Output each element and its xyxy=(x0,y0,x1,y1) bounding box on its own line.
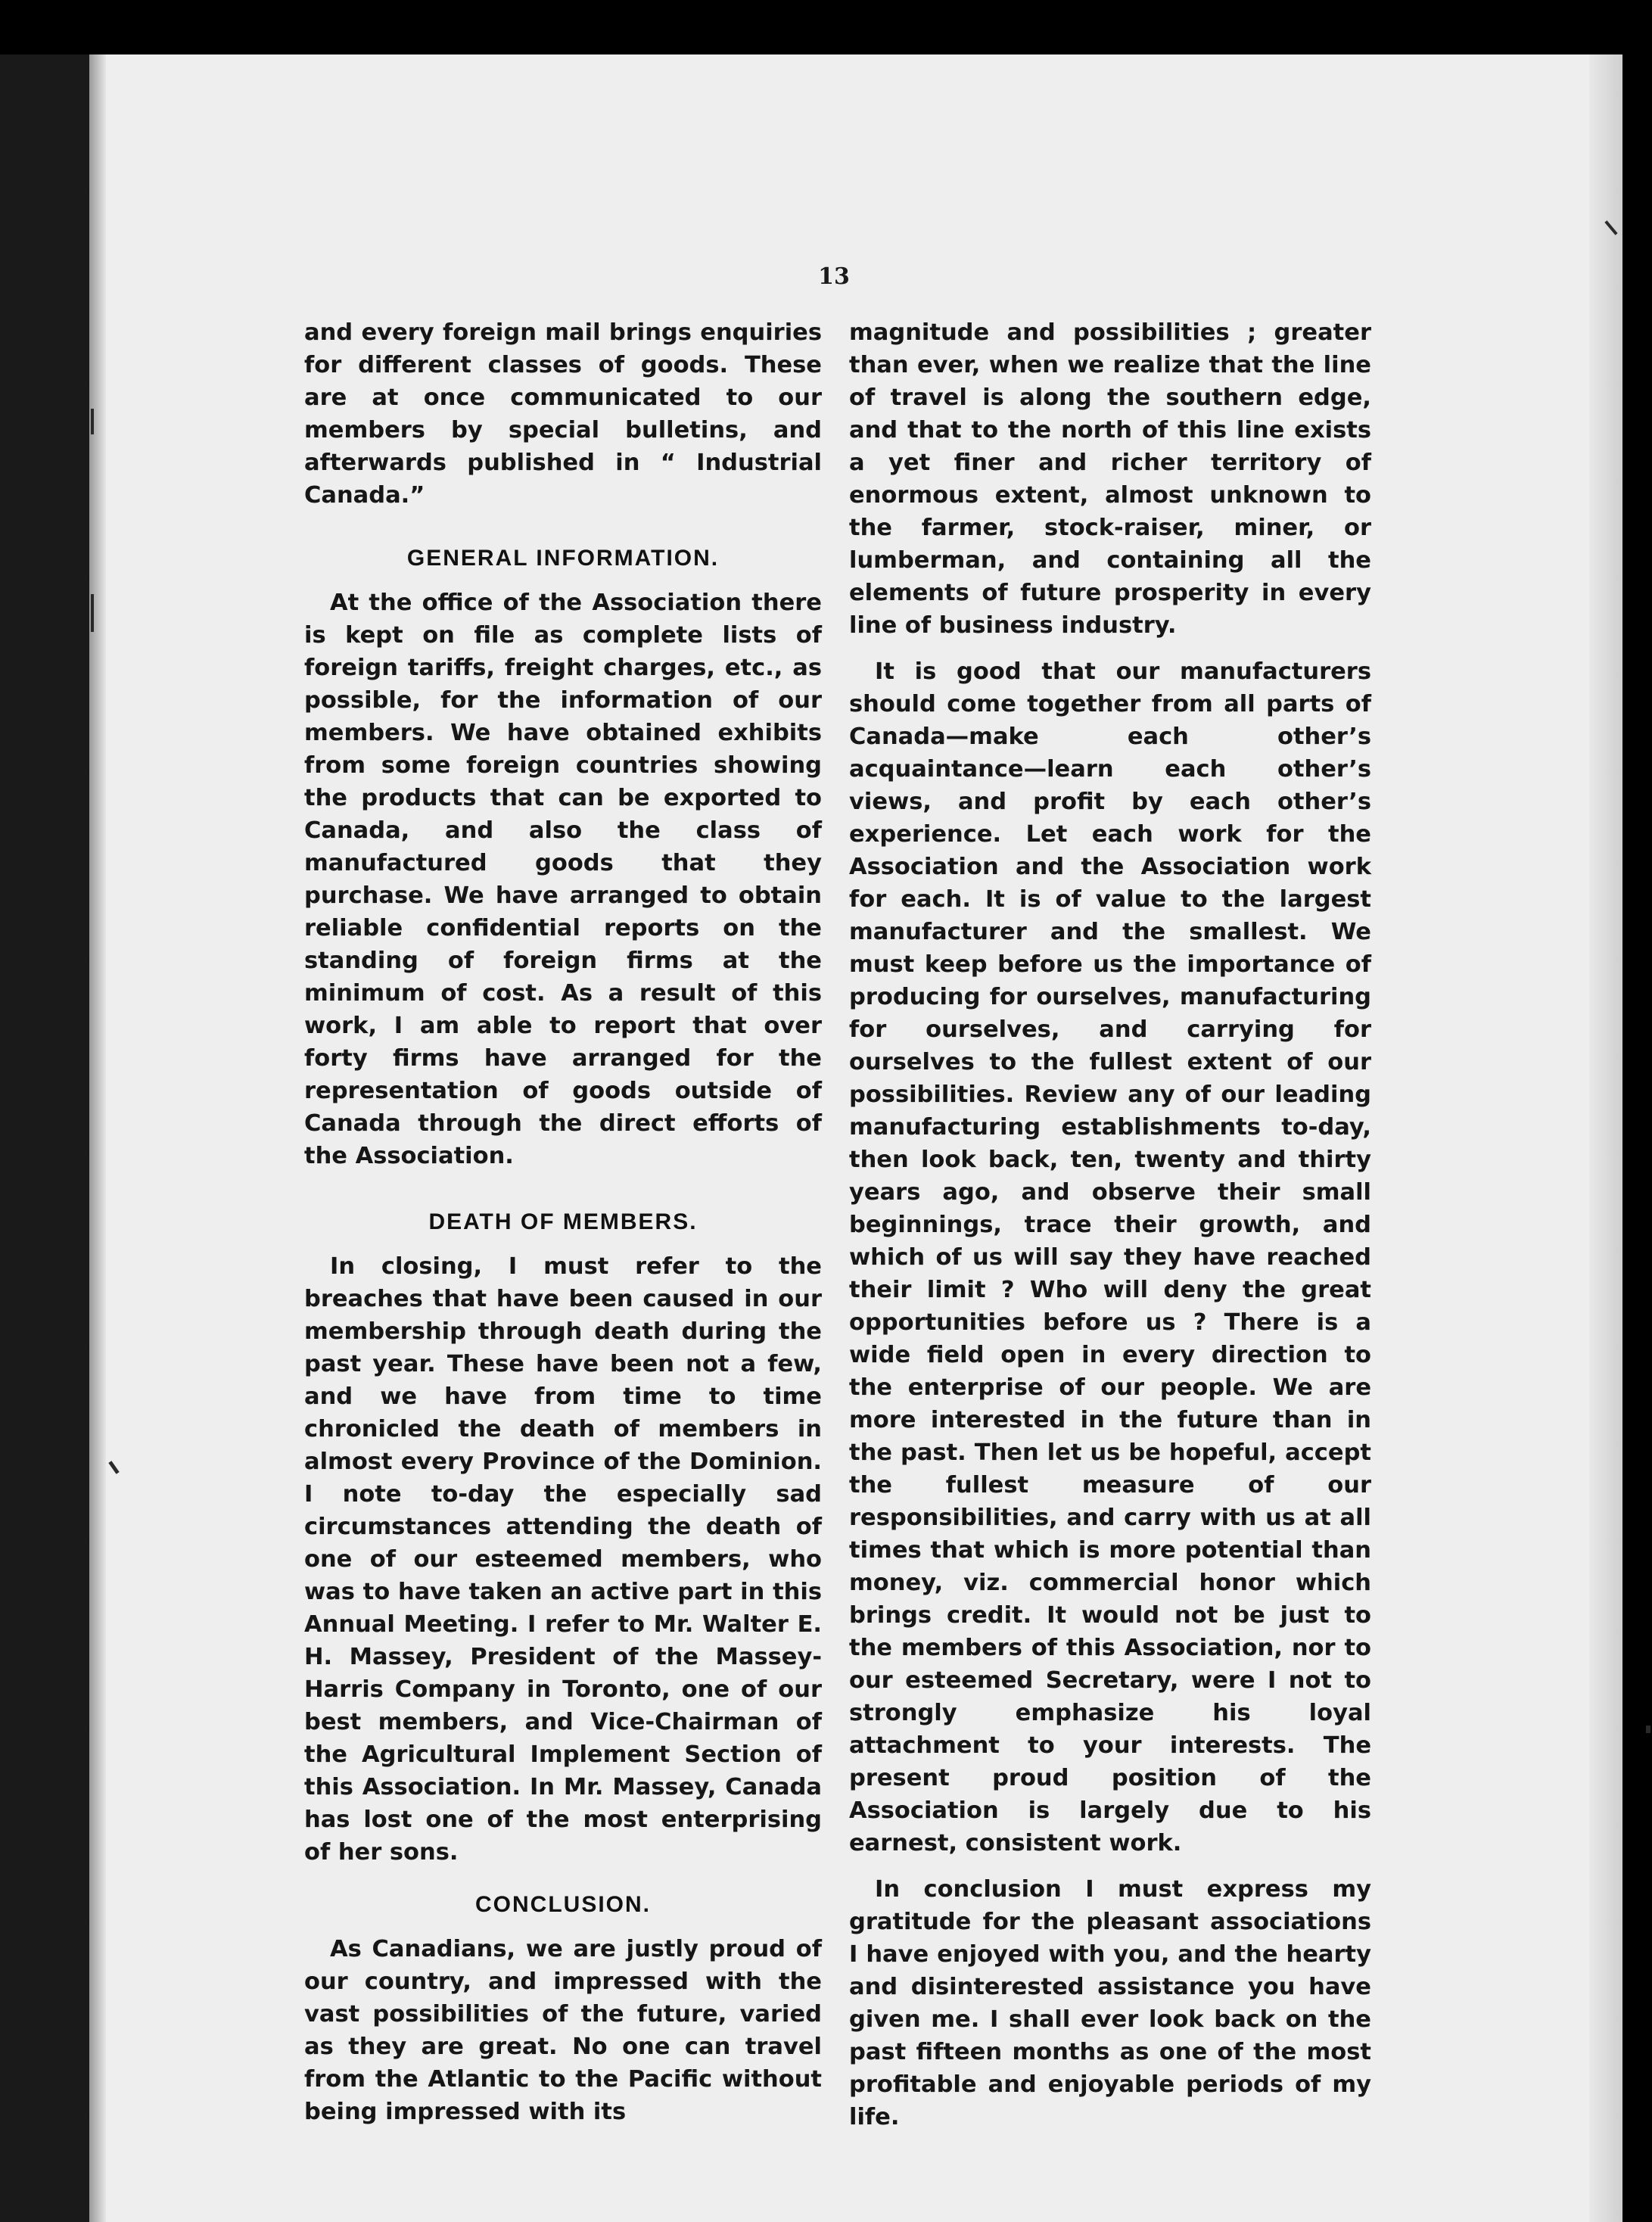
scan-mark xyxy=(91,409,94,434)
page-number: 13 xyxy=(818,263,850,290)
conclusion-paragraph: As Canadians, we are justly proud of our country, and impressed with the vast possibilities of the future, varied as they are great. No one can travel from the Atlantic to the Pacific without being impressed with its xyxy=(304,1936,822,2125)
left-text-column xyxy=(304,316,822,2128)
binding-gutter-shadow xyxy=(89,54,106,2222)
general-information-paragraph: At the office of the Association there is kept on file as complete lists of foreign tariffs, freight charges, etc., as possible, for the information of our members. We have obtained exhibits from some foreign countries showing the products that can be exported to Canada, and also the class of manufactured goods that they purchase. We have arranged to obtain reliable confidential reports on the standing of foreign firms at the minimum of cost. As a result of this work, I am able to report that over forty firms have arranged for the representation of goods outside of Canada through the direct efforts of the Association. xyxy=(304,590,822,1169)
continuation-paragraph: magnitude and possibilities ; greater than ever, when we realize that the line of travel is along the southern edge, and that to the north of this line exists a yet finer and richer territory of enormous extent, almost unknown to the farmer, stock-raiser, miner, or lumberman, and containing all the elements of future prosperity in every line of business industry. xyxy=(849,319,1371,639)
right-text-column xyxy=(849,316,1371,2133)
conclusion-heading: CONCLUSION. xyxy=(475,1892,651,1917)
closing-paragraph: In conclusion I must express my gratitude for the pleasant associations I have enjoyed with you, and the hearty and disinterested assistance you have given me. I shall ever look back on the past fifteen months as one of the most profitable and enjoyable periods of my life. xyxy=(849,1876,1371,2130)
manufacturers-paragraph: It is good that our manufacturers should come together from all parts of Canada—make each other’s acquaintance—learn each other’s views, and profit by each other’s experience. Let each work for the Association and the Association work for each. It is of value to the largest manufacturer and the smallest. We must keep before us the importance of producing for ourselves, manufacturing for ourselves, and carrying for ourselves to the fullest extent of our possibilities. Review any of our leading manufacturing establishments to-day, then look back, ten, twenty and thirty years ago, and observe their small beginnings, trace their growth, and which of us will say they have reached their limit ? Who will deny the great opportunities before us ? There is a wide field open in every direction to the enterprise of our people. We are more interested in the future than in the past. Then let us be hopeful, accept the fullest measure of our responsibilities, and carry with us at all times that which is more potential than money, viz. commercial honor which brings credit. It would not be just to the members of this Association, nor to our esteemed Secretary, were I not to strongly emphasize his loyal attachment to your interests. The present proud position of the Association is largely due to his earnest, consistent work. xyxy=(849,658,1371,1856)
scan-mark xyxy=(91,594,94,632)
scan-mark xyxy=(1646,1726,1650,1733)
death-of-members-heading: DEATH OF MEMBERS. xyxy=(428,1209,698,1234)
death-of-members-paragraph: In closing, I must refer to the breaches that have been caused in our membership through death during the past year. These have been not a few, and we have from time to time chronicled the death of members in almost every Province of the Dominion. I note to-day the especially sad circumstances attending the death of one of our esteemed members, who was to have taken an active part in this Annual Meeting. I refer to Mr. Walter E. H. Massey, President of the Massey-Harris Company in Toronto, one of our best members, and Vice-Chairman of the Agricultural Implement Section of this Association. In Mr. Massey, Canada has lost one of the most enterprising of her sons. xyxy=(304,1253,822,1866)
general-information-heading: GENERAL INFORMATION. xyxy=(406,546,720,571)
intro-paragraph: and every foreign mail brings enquiries for different classes of goods. These are at once communicated to our members by special bulletins, and afterwards published in “ Industrial Canada.” xyxy=(304,319,822,509)
page-edge-shadow xyxy=(1589,54,1622,2222)
scan-left-border xyxy=(0,54,89,2222)
